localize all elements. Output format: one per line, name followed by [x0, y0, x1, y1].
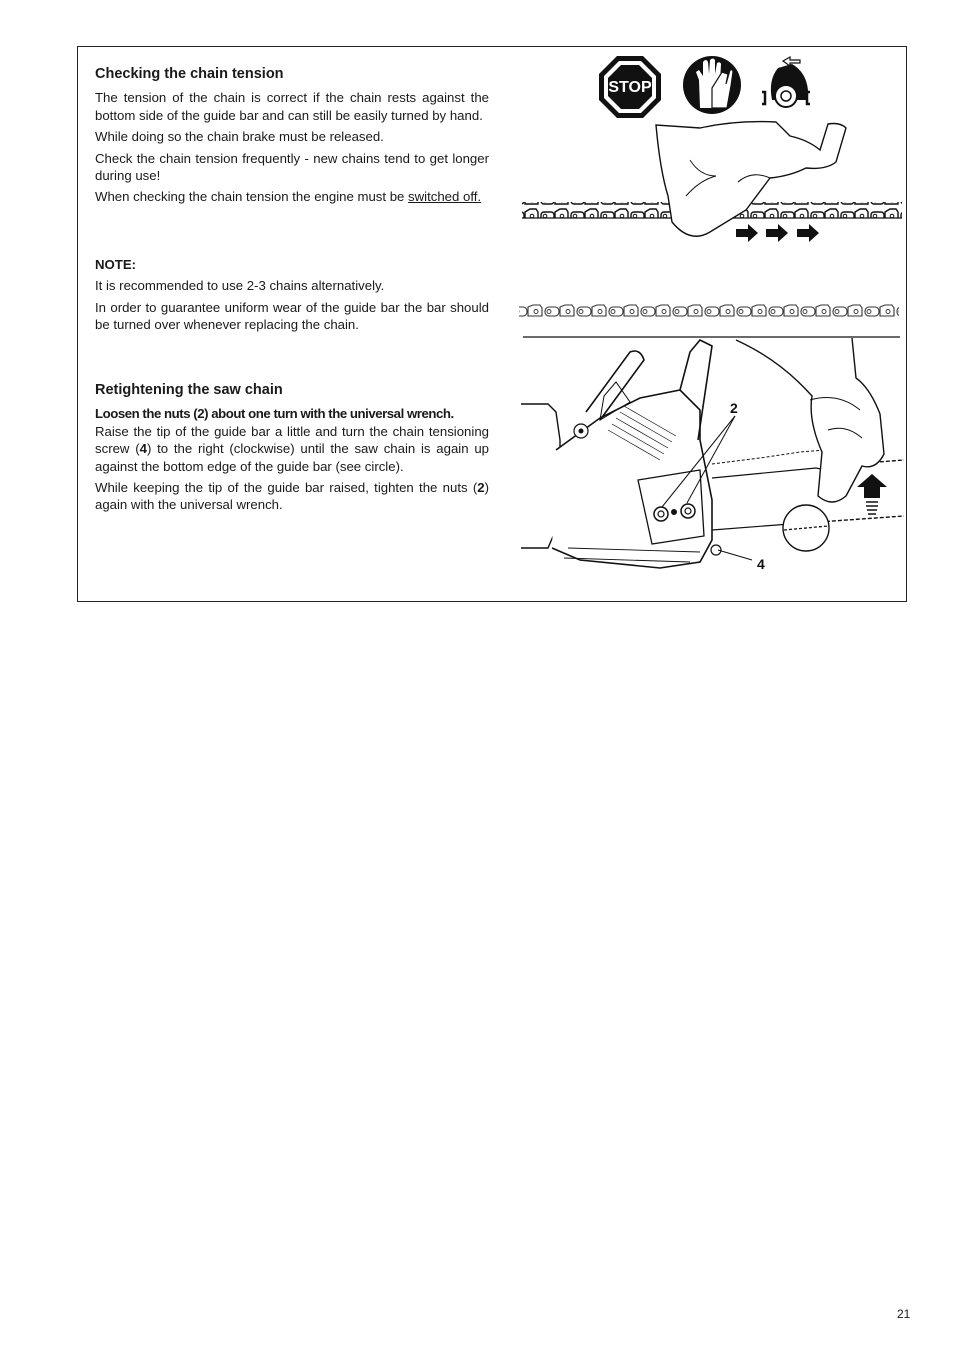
- paragraph: While doing so the chain brake must be released.: [95, 129, 384, 145]
- emphasis-underlined: switched off.: [408, 189, 482, 205]
- page-number: 21: [897, 1307, 911, 1321]
- stop-sign-icon: [599, 56, 661, 118]
- paragraph: In order to guarantee uniform wear of the guide bar the bar should be turned over whenever replacing the chain.: [95, 299, 489, 333]
- paragraph: Loosen the nuts (2) about one turn with the universal wrench. Raise the tip of the guide bar a little and turn the chain tensioning screw (4) to the right (clockwise) until the saw chain is again up against the bottom edge of the guide bar (see circle).: [95, 406, 489, 474]
- chain-brake-icon: [762, 57, 810, 107]
- gloves-icon: [683, 56, 741, 114]
- bold-instruction: Loosen the nuts (2) about one turn with the universal wrench.: [95, 406, 454, 422]
- callout-screw-label: 4: [757, 556, 765, 572]
- paragraph: Check the chain tension frequently - new chains tend to get longer during use!: [95, 150, 489, 184]
- note-title: NOTE:: [95, 257, 137, 272]
- callout-nuts-label: 2: [730, 400, 738, 416]
- paragraph: The tension of the chain is correct if the chain rests against the bottom side of the guide bar and can still be easily turned by hand.: [95, 90, 489, 123]
- direction-arrow-icon: [736, 224, 819, 242]
- saw-chain-strip: [519, 302, 900, 337]
- paragraph: It is recommended to use 2-3 chains alternatively.: [95, 278, 385, 294]
- section-title: Retightening the saw chain: [95, 382, 283, 398]
- section-title: Checking the chain tension: [95, 66, 284, 82]
- lift-arrow-icon: [857, 474, 887, 514]
- chain-check-illustration: [522, 122, 902, 242]
- paragraph: When checking the chain tension the engine must be switched off.: [95, 189, 482, 205]
- paragraph: While keeping the tip of the guide bar raised, tighten the nuts (2) again with the universal wrench.: [95, 480, 489, 513]
- chainsaw-retightening-illustration: [521, 338, 904, 572]
- svg-text:STOP: STOP: [608, 79, 652, 96]
